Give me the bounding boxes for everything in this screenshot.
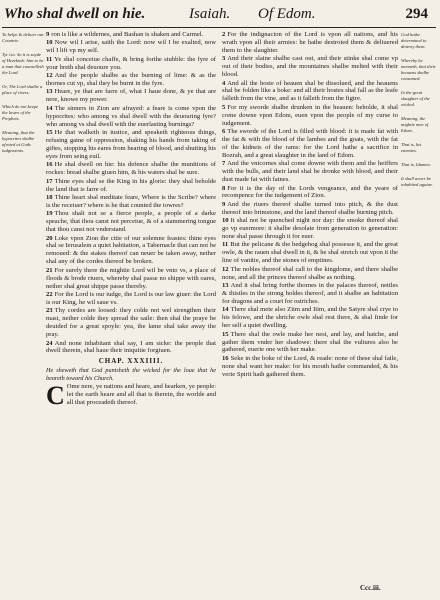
verse: 3 And their slaine shalbe cast out, and their stinke shal come vp out of their bodies, and the mountaines shalbe melted with their blood. — [222, 55, 398, 79]
verse: 13 And it shal bring forthe thornes in the palaces thereof, nettles & thistles in the strong holdes thereof, and it shalbe an habitation for dragons and a court for ostriches. — [222, 282, 398, 305]
margin-note: Which do not keepe the lawes of the Prophets. — [2, 104, 39, 121]
verse: 11 But the pelicane & the hedgehog shal possesse it, and the great owle, & the rauen shal dwell in it, & he shal stretch out vpon it the line of vanitie, and the stones of emptines. — [222, 241, 398, 265]
verse: 14 There shal mete also Ziim and Iiim, and the Satyre shal crye to his felowe, and the shriche owle shal rest there, & shal finde for her self a quiet dwelling. — [222, 306, 398, 330]
verse: 13 Heare, ye that are farre of, what I haue done, & ye that are nere, knowe my power. — [46, 88, 216, 104]
margin-note: In the great slaughter of the wicked. — [401, 90, 430, 107]
margin-note: Meaning, the mightie men of Edom. — [401, 116, 429, 133]
signature-mark: Ccc.iii. — [360, 584, 381, 592]
verse: 19 Thou shalt not se a fierce people, a people of a darke speache, that thou canst not perceiue, & of a stammering tongue that thou canst not vnderstand. — [46, 210, 216, 234]
verse: 12 And the people shalbe as the burning of lime: & as the thornes cut vp, shal they be burnt in the fyre. — [46, 72, 216, 88]
verse: 10 It shal not be quenched night nor day: the smoke thereof shal go vp euermore: it shalbe desolate from generation to generation: none shal passe through it for euer. — [222, 217, 398, 241]
verse: 16 Seke in the boke of the Lord, & reade: none of these shal faile, none shal want her make: for his mouth hathe commanded, & his verie Spirit hath gathered them. — [222, 354, 398, 378]
verse: 24 And none inhabitant shal say, I am sicke: the people that dwell therein, shal haue their iniquitie forgiuen. — [46, 339, 216, 355]
verse: 9 And the riuers thereof shalbe turned into pitch, & the dust thereof into brimstone, and the land thereof shalbe burning pitch. — [222, 200, 398, 216]
margin-note: Meaning, that the hypocrites shalbe afraied at Gods iudgements. — [2, 130, 35, 153]
drop-cap: C — [46, 380, 65, 410]
verse: 7 And the vnicornes shal come downe with them and the heiffers with the bulls, and their land shal be dronke with blood, and their dust made fat with fatnes. — [222, 160, 398, 184]
page-number: 294 — [405, 6, 428, 22]
chapter-heading: CHAP. XXXIIII. — [98, 357, 164, 366]
margin-note: Or, The Lord shalbe a place of rivers. — [2, 84, 43, 95]
left-text-column — [46, 31, 216, 410]
margin-note: Whereby he meaneth, that their heauens shalbe consumed. — [401, 58, 436, 81]
verse: 23 Thy cordes are loosed: they colde not wel strengthen their mast, nether colde they spread the saile: then shal the praye be deuided for a great spoyle: yea, the lame shal take away the pray. — [46, 307, 216, 339]
margin-note: Tyt i.in. So it is sayde of Hezekiah: him to be a man that counselleth the Lord. — [2, 52, 44, 75]
running-head — [4, 6, 434, 26]
margin-note: It shall neuer be inhabited againe. — [401, 176, 434, 187]
verse: 15 There shal the owle make her nest, and lay, and hatche, and gather them vnder her shadowe: there shal the vultures also be gathered, euerie one with her make. — [222, 330, 398, 354]
verse: 20 Loke vpon Zion the citie of our solemne feastes: thine eyes shal se Ierusalem a quiet habitation, a Tabernacle that can not be remoued: & the stakes thereof can neuer be taken away, nether shal any of the cordes thereof be broken. — [46, 234, 216, 266]
verse: 16 He shal dwell on hie: his defence shalbe the munitions of rockes: bread shalbe giuen him, & his waters shal be sure. — [46, 161, 216, 177]
running-head-book: Isaiah. — [189, 6, 231, 22]
verse: 15 He that walketh in iustice, and speaketh righteous things, refusing gaine of oppression, shaking his hands from taking of giftes, stopping his eares from hearing of blood, and shutting his eyes from seing euil. — [46, 129, 216, 160]
verse: 17 Thine eyes shal se the King in his glorie: they shal beholde the land that is farre of. — [46, 177, 216, 193]
right-margin-notes — [401, 32, 437, 196]
margin-note: That is, Idumea. — [401, 162, 431, 167]
verse: 5 For my sworde shalbe drunken in the heauen: beholde, it shal come downe vpon Edom, euen vpon the people of my curse to iudgement. — [222, 103, 398, 127]
verse: 22 For the Lord is our iudge, the Lord is our law giuer: the Lord is our King, he wil saue vs. — [46, 291, 216, 306]
margin-note: To helpe & deliuer our Countrie. — [2, 32, 44, 43]
chapter-argument: He sheweth that God punisheth the wicked for the loue that he beareth toward his Church. — [46, 367, 216, 382]
verse: 9 ron is like a wildernes, and Bashan is shaken and Carmel. — [46, 31, 204, 38]
left-margin-notes — [2, 32, 44, 162]
verse: 18 Thine heart shal meditate feare, Where is the Scribe? where is the receiuer? where is he that counted the towres? — [46, 193, 216, 209]
verse: 21 For surely there the mightie Lord wil be vnto vs, a place of floods & brode riuers, whereby shal passe no shippe with oares, nether shal great shippe passe thereby. — [46, 266, 216, 290]
right-text-column — [222, 31, 398, 379]
running-head-left: Who shal dwell on hie. — [4, 6, 146, 22]
verse: 4 And all the hoste of heauen shal be dissolued, and the heauens shal be folden like a boke: and all their hostes shal fall as the leafe falleth from the vine, and as it falleth from the figtre. — [222, 79, 398, 103]
verse: 8 For it is the day of the Lords vengeance, and the yeare of recompence for the iudgement of Zion. — [222, 184, 398, 200]
verse: 10 Now wil I arise, saith the Lord: now wil I be exalted, now wil I lift vp my self. — [46, 39, 216, 55]
margin-note: God hathe determined to destroy them. — [401, 32, 427, 49]
margin-note: That is, his enemies. — [401, 142, 422, 153]
header-rule — [2, 27, 436, 28]
verse: 6 The sworde of the Lord is filled with blood: it is made fat with the fat & with the blood of the lambes and the goats, with the fat of the kidneis of the rams: for the Lord hathe a sacrifice in Bozrah, and a great slaughter in the land of Edom. — [222, 128, 398, 159]
verse: 12 The nobles thereof shal call to the kingdome, and there shalbe none, and all the princes thereof shalbe as nothing. — [222, 265, 398, 281]
verse: 14 The sinners in Zion are afrayed: a feare is come vpon the hypocrites: who among vs shal dwell with the deuouring fyre? who among vs shal dwell with the euerlasting burnings? — [46, 104, 216, 128]
verse: C Ome nere, ye nations and heare, and hearken, ye people: let the earth heare and all that is therein, the worlde and all that proceadeth thereof. — [46, 380, 216, 410]
running-head-subject: Of Edom. — [258, 6, 316, 22]
verse: 11 Ye shal conceiue chaffe, & bring forthe stubble: the fyre of your breth shal deuoure you. — [46, 55, 216, 71]
verse: 2 For the indignacion of the Lord is vpon all nations, and his wrath vpon all their armies: he hathe destroied them & deliuered them to the slaughter. — [222, 31, 398, 54]
